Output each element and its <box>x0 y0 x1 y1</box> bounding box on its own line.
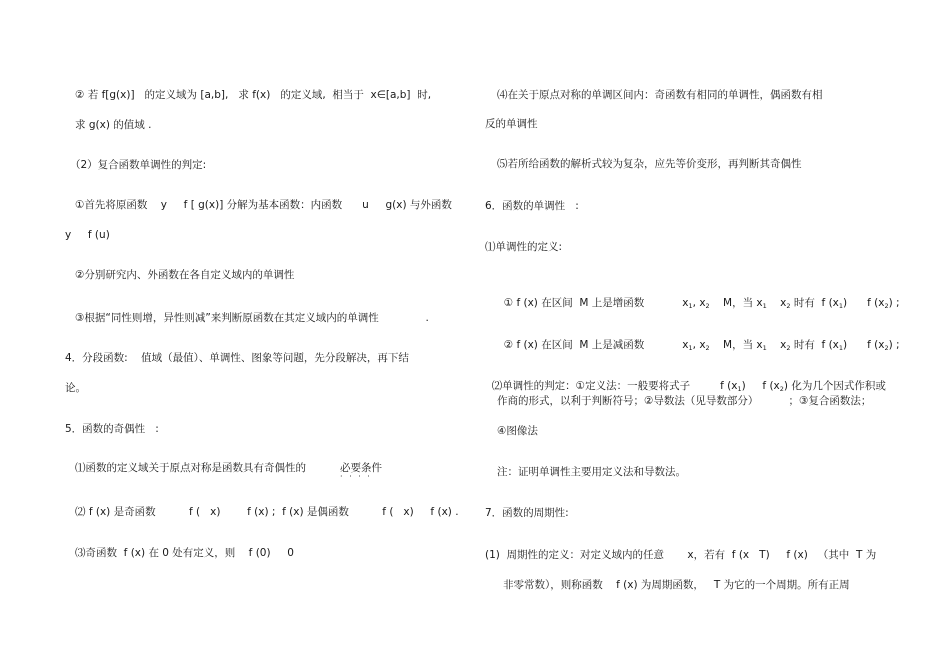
text-line: 反的单调性 <box>485 118 538 130</box>
text-line: ⑶奇函数 f (x) 在 0 处有定义，则 f (0) 0 <box>75 547 294 559</box>
text-line: ② 若 f[g(x)] 的定义域为 [a,b], 求 f(x) 的定义域, 相当于 x∈[a,b] 时, <box>75 89 432 101</box>
emphasis-text: 必要条件 <box>340 462 382 474</box>
text-line: ⑷在关于原点对称的单调区间内：奇函数有相同的单调性，偶函数有相 <box>497 89 823 101</box>
text-line: 6．函数的单调性 : <box>485 200 579 212</box>
text-line: ⑵ f (x) 是奇函数 f ( x) f (x) ; f (x) 是偶函数 f ( x) f (x) . <box>75 506 459 518</box>
text-line: 5．函数的奇偶性 : <box>65 423 159 435</box>
text-line: 非零常数），则称函数 f (x) 为周期函数， T 为它的一个周期。所有正周 <box>503 579 850 591</box>
text-line: y f (u) <box>65 229 110 241</box>
text-line: ①首先将原函数 y f [ g(x)] 分解为基本函数：内函数 u g(x) 与外函数 <box>75 199 452 211</box>
text-line: ②分别研究内、外函数在各自定义域内的单调性 <box>75 269 295 281</box>
text-line: ⑵单调性的判定：①定义法：一般要将式子 f $(x_1)$ f $(x_2)$ 化为几个因式作积或 <box>491 380 886 393</box>
text-line: (1) 周期性的定义：对定义域内的任意 x，若有 f (x T) f (x) （其中 T 为 <box>485 549 877 561</box>
text-line: 注：证明单调性主要用定义法和导数法。 <box>497 466 686 478</box>
text-line: 7．函数的周期性: <box>485 507 569 519</box>
text-line: （2）复合函数单调性的判定: <box>70 159 207 171</box>
emphasis-dots: · · · · <box>340 472 372 481</box>
text-line: ② f (x) 在区间 M 上是减函数 $x_1$, $x_2$ M，当 $x_1$ $x_2$ 时有 f $(x_1)$ f $(x_2)$ ; <box>503 339 900 352</box>
text-line: ⑸若所给函数的解析式较为复杂，应先等价变形，再判断其奇偶性 <box>497 158 802 170</box>
text-line: 论。 <box>65 382 86 394</box>
text-line: ③根据“同性则增，异性则减”来判断原函数在其定义域内的单调性 . <box>75 312 429 324</box>
text-line: 4．分段函数: 值域（最值）、单调性、图象等问题，先分段解决，再下结 <box>65 352 409 364</box>
text-line: ⑴单调性的定义: <box>485 241 563 253</box>
text-line: 求 g(x) 的值域 . <box>75 119 152 131</box>
text-line: ⑴函数的定义域关于原点对称是函数具有奇偶性的 <box>75 462 306 474</box>
text-line: ① f (x) 在区间 M 上是增函数 $x_1$, $x_2$ M，当 $x_1$ $x_2$ 时有 f $(x_1)$ f $(x_2)$ ; <box>503 297 900 310</box>
text-line: 作商的形式，以利于判断符号；②导数法（见导数部分） ；③复合函数法； <box>497 395 872 407</box>
text-line: ④图像法 <box>497 425 538 437</box>
